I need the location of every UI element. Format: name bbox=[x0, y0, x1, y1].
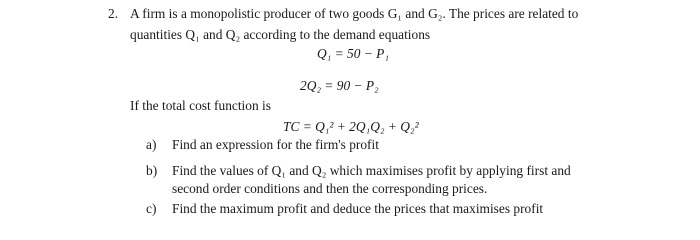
demand-equation-1: Q₁ = 50 − P₁ bbox=[317, 46, 390, 61]
part-b-label: b) bbox=[146, 163, 158, 178]
problem-number: 2. bbox=[108, 6, 119, 21]
cost-function-intro: If the total cost function is bbox=[130, 98, 271, 113]
demand-equation-2: 2Q₂ = 90 − P₂ bbox=[300, 78, 379, 93]
part-c-text: Find the maximum profit and deduce the prices that maximises profit bbox=[172, 201, 544, 216]
problem-statement-line-1: A firm is a monopolistic producer of two goods G₁ and G₂. The prices are related to bbox=[130, 6, 579, 21]
part-a-text: Find an expression for the firm's profit bbox=[172, 137, 379, 152]
part-b-text-line-2: second order conditions and then the corresponding prices. bbox=[172, 181, 488, 196]
part-a-label: a) bbox=[146, 137, 157, 152]
total-cost-equation: TC = Q₁² + 2Q₁Q₂ + Q₂² bbox=[283, 119, 419, 134]
problem-statement-line-2: quantities Q₁ and Q₂ according to the demand equations bbox=[130, 27, 431, 42]
part-b-text-line-1: Find the values of Q₁ and Q₂ which maximises profit by applying first and bbox=[172, 163, 571, 178]
part-c-label: c) bbox=[146, 201, 157, 216]
